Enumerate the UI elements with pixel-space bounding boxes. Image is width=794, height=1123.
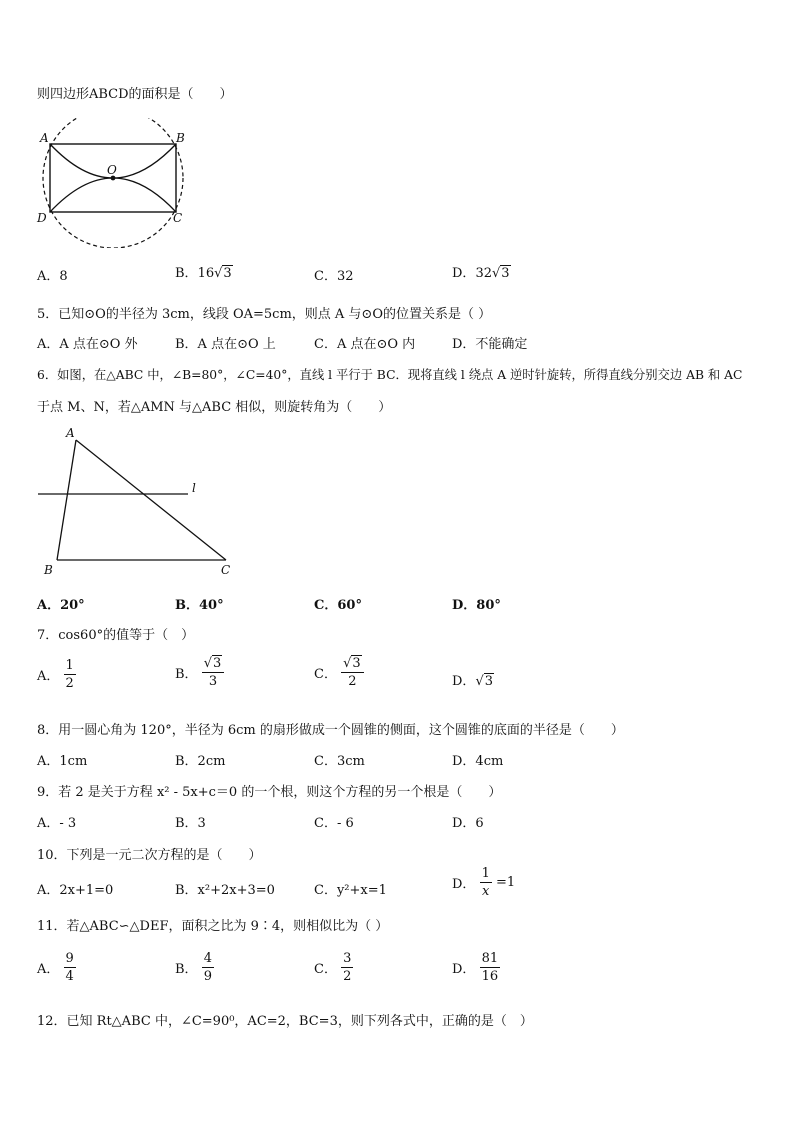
q6-figure xyxy=(30,420,250,580)
q4-stem: 则四边形ABCD的面积是（ ） xyxy=(37,87,233,102)
q5-option-a: A．A 点在⊙O 外 xyxy=(37,337,138,352)
q10-option-d: D． $\frac{1}{x}$ =1 xyxy=(452,866,516,899)
q7-option-a: A． $\frac{1}{2}$ xyxy=(37,658,74,691)
q10-option-c: C．y²+x=1 xyxy=(314,883,387,898)
q4-option-c: C．32 xyxy=(314,269,354,284)
q8-option-d: D．4cm xyxy=(452,754,504,769)
q4-option-b: B．16√3 xyxy=(175,266,232,281)
q4-label-c: C xyxy=(173,211,183,225)
q9-option-a: A．- 3 xyxy=(37,816,77,831)
q8-option-b: B．2cm xyxy=(175,754,226,769)
q4-option-d: D．32√3 xyxy=(452,266,510,281)
q4-figure xyxy=(30,118,200,248)
q6-stem-line1: 6．如图，在△ABC 中，∠B=80°，∠C=40°，直线 l 平行于 BC．现将直线 l 绕点 A 逆时针旋转，所得直线分别交边 AB 和 AC xyxy=(37,368,743,382)
q4-label-b: B xyxy=(176,131,185,145)
q8-option-a: A．1cm xyxy=(37,754,88,769)
q6-option-d: D．80° xyxy=(452,598,501,613)
q8-stem: 8．用一圆心角为 120°，半径为 6cm 的扇形做成一个圆锥的侧面，这个圆锥的底面的半径是（ ） xyxy=(37,723,624,738)
q4-label-a: A xyxy=(40,131,49,145)
q6-label-b: B xyxy=(44,563,53,577)
q11-option-d: D． $\frac{81}{16}$ xyxy=(452,951,499,984)
q6-option-c: C．60° xyxy=(314,598,362,613)
q11-option-c: C． $\frac{3}{2}$ xyxy=(314,951,352,984)
q7-option-d: D．√3 xyxy=(452,674,494,689)
q5-option-b: B．A 点在⊙O 上 xyxy=(175,337,276,352)
q9-option-c: C．- 6 xyxy=(314,816,354,831)
q5-option-d: D．不能确定 xyxy=(452,337,528,352)
q6-label-c: C xyxy=(221,563,231,577)
q11-option-a: A． $\frac{9}{4}$ xyxy=(37,951,74,984)
q10-option-b: B．x²+2x+3=0 xyxy=(175,883,275,898)
q6-label-l: l xyxy=(192,481,196,495)
q7-option-b: B． $\frac{√3}{3}$ xyxy=(175,657,224,688)
q6-option-a: A．20° xyxy=(37,598,85,613)
q8-option-c: C．3cm xyxy=(314,754,365,769)
q9-stem: 9．若 2 是关于方程 x² - 5x+c＝0 的一个根，则这个方程的另一个根是（ ） xyxy=(37,785,502,800)
q9-option-b: B．3 xyxy=(175,816,206,831)
q11-option-b: B． $\frac{4}{9}$ xyxy=(175,951,212,984)
q5-option-c: C．A 点在⊙O 内 xyxy=(314,337,416,352)
q4-label-d: D xyxy=(37,211,47,225)
q6-option-b: B．40° xyxy=(175,598,224,613)
q7-stem: 7．cos60°的值等于（ ） xyxy=(37,628,195,643)
q11-stem: 11．若△ABC∽△DEF，面积之比为 9∶4，则相似比为（ ） xyxy=(37,919,389,934)
q9-option-d: D．6 xyxy=(452,816,484,831)
q10-option-a: A．2x+1=0 xyxy=(37,883,114,898)
q4-option-a: A．8 xyxy=(37,269,68,284)
q12-stem: 12．已知 Rt△ABC 中，∠C=90⁰，AC=2，BC=3，则下列各式中，正确的是（ ） xyxy=(37,1014,533,1029)
q10-stem: 10．下列是一元二次方程的是（ ） xyxy=(37,848,262,863)
q7-option-c: C． $\frac{√3}{2}$ xyxy=(314,657,364,688)
q6-stem-line2: 于点 M、N，若△AMN 与△ABC 相似，则旋转角为（ ） xyxy=(37,400,392,415)
q4-label-o: O xyxy=(107,163,117,177)
q5-stem: 5．已知⊙O的半径为 3cm，线段 OA=5cm，则点 A 与⊙O的位置关系是（ ） xyxy=(37,307,492,322)
q6-label-a: A xyxy=(66,426,75,440)
